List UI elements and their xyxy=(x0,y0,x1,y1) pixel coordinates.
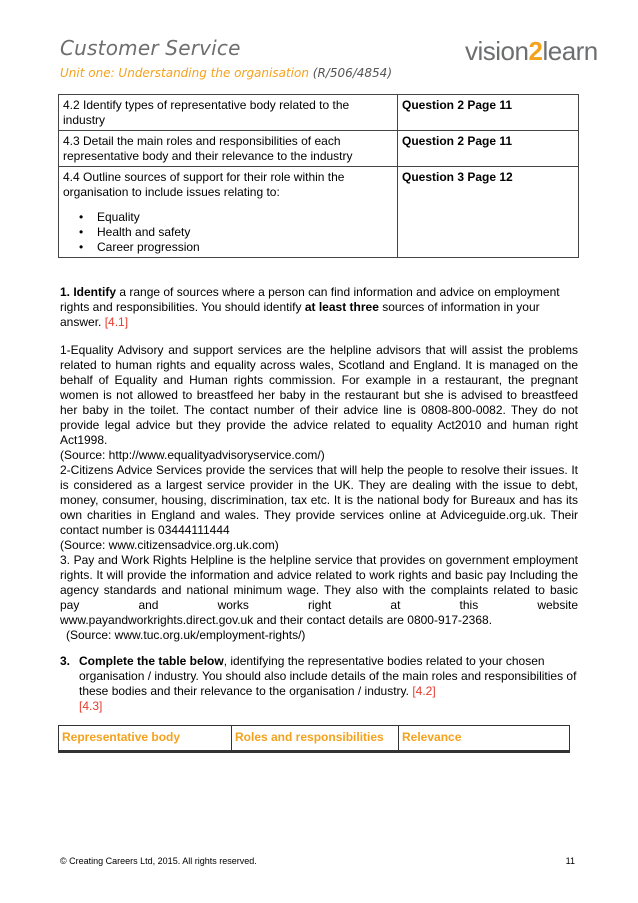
criteria-ref: Question 3 Page 12 xyxy=(398,167,579,258)
unit-code: (R/506/4854) xyxy=(312,66,392,80)
question-3-text: , identifying the representative bodies related to your chosen organisation / industry. You should also include details of the main roles and responsibilities of these bodies and their relevance to the organisation / industry. xyxy=(79,654,577,698)
criteria-cell xyxy=(59,167,398,258)
question-1-text: a range of sources where a person can find information and advice on employment rights and responsibilities. You should identify xyxy=(60,285,560,314)
criteria-row xyxy=(59,167,579,258)
representative-header-row xyxy=(59,726,570,752)
header-relevance: Relevance xyxy=(399,726,570,752)
logo-suffix: learn xyxy=(542,36,598,66)
question-3-emphasis: Complete the table below xyxy=(79,654,224,668)
vision2learn-logo xyxy=(465,36,598,67)
answer-source: (Source: www.tuc.org.uk/employment-rights/) xyxy=(66,628,306,642)
answer-source: (Source: www.citizensadvice.org.uk.com) xyxy=(60,538,279,552)
unit-subtitle xyxy=(60,66,392,80)
unit-name: Unit one: Understanding the organisation xyxy=(60,66,313,80)
criteria-table xyxy=(58,94,579,258)
question-1-ref: [4.1] xyxy=(104,315,129,329)
criteria-bullets xyxy=(63,210,393,255)
criteria-ref: Question 2 Page 11 xyxy=(398,95,579,131)
question-1-emphasis: at least three xyxy=(304,300,379,314)
criteria-text: 4.4 Outline sources of support for their role within the organisation to include issues relating to: xyxy=(63,170,345,199)
criteria-row xyxy=(59,95,579,131)
answer-paragraph: www.payandworkrights.direct.gov.uk and their contact details are 0800-917-2368. xyxy=(60,613,493,627)
question-3-text-block xyxy=(79,654,578,714)
page-footer xyxy=(60,856,575,866)
question-3-number: 3. xyxy=(60,654,71,668)
answer-block xyxy=(60,343,578,643)
header-roles: Roles and responsibilities xyxy=(232,726,399,752)
answer-paragraph: 2-Citizens Advice Services provide the services that will help the people to resolve their issues. It is considered as a largest service provider in the UK. They are dealing with the issue to debt, money, consumer, housing, discrimination, tax etc. It is the national body for Bureaux and has its own charities in England and wales. They provide services online at Adviceguide.org.uk. Their contact number is 03444111444 xyxy=(60,463,578,537)
header-representative-body: Representative body xyxy=(59,726,232,752)
bullet-item: • Career progression xyxy=(97,240,393,255)
answer-source: (Source: http://www.equalityadvisoryservice.com/) xyxy=(60,448,325,462)
criteria-text: 4.2 Identify types of representative body related to the industry xyxy=(59,95,398,131)
answer-paragraph: 1-Equality Advisory and support services are the helpline advisors that will assist the problems related to human rights and equality across wales, Scotland and England. It is managed on the behalf of Equality and Human rights commission. For example in a restaurant, the pregnant women is not allowed to breastfeed her baby in the restaurant but she is advised to breastfeed her baby in the toilet. The contact number of their advice line is 0808-800-0082. They do not provide legal advice but they provide the advice related to equality Act2010 and human right Act1998. xyxy=(60,343,578,447)
document-title: Customer Service xyxy=(60,36,241,60)
criteria-ref: Question 2 Page 11 xyxy=(398,131,579,167)
question-3 xyxy=(60,654,578,714)
representative-table xyxy=(58,725,570,753)
logo-two: 2 xyxy=(528,36,543,66)
copyright: © Creating Careers Ltd, 2015. All rights reserved. xyxy=(60,856,257,866)
question-1-text-2: sources of information in your answer. xyxy=(60,300,540,329)
criteria-row xyxy=(59,131,579,167)
page-number: 11 xyxy=(565,856,575,866)
logo-prefix: vision xyxy=(465,36,529,66)
bullet-item: • Equality xyxy=(97,210,393,225)
question-1 xyxy=(60,285,578,330)
question-3-ref-1: [4.2] xyxy=(412,684,436,698)
question-1-number: 1. Identify xyxy=(60,285,117,299)
criteria-text: 4.3 Detail the main roles and responsibilities of each representative body and their relevance to the industry xyxy=(59,131,398,167)
answer-paragraph: 3. Pay and Work Rights Helpline is the helpline service that provides on government employment rights. It will provide the information and advice related to work rights and basic pay Including the agency standards and national minimum wage. They also with the complaints related to basic pay and works right at this website xyxy=(60,553,578,612)
question-3-ref-2: [4.3] xyxy=(79,699,103,713)
bullet-item: • Health and safety xyxy=(97,225,393,240)
